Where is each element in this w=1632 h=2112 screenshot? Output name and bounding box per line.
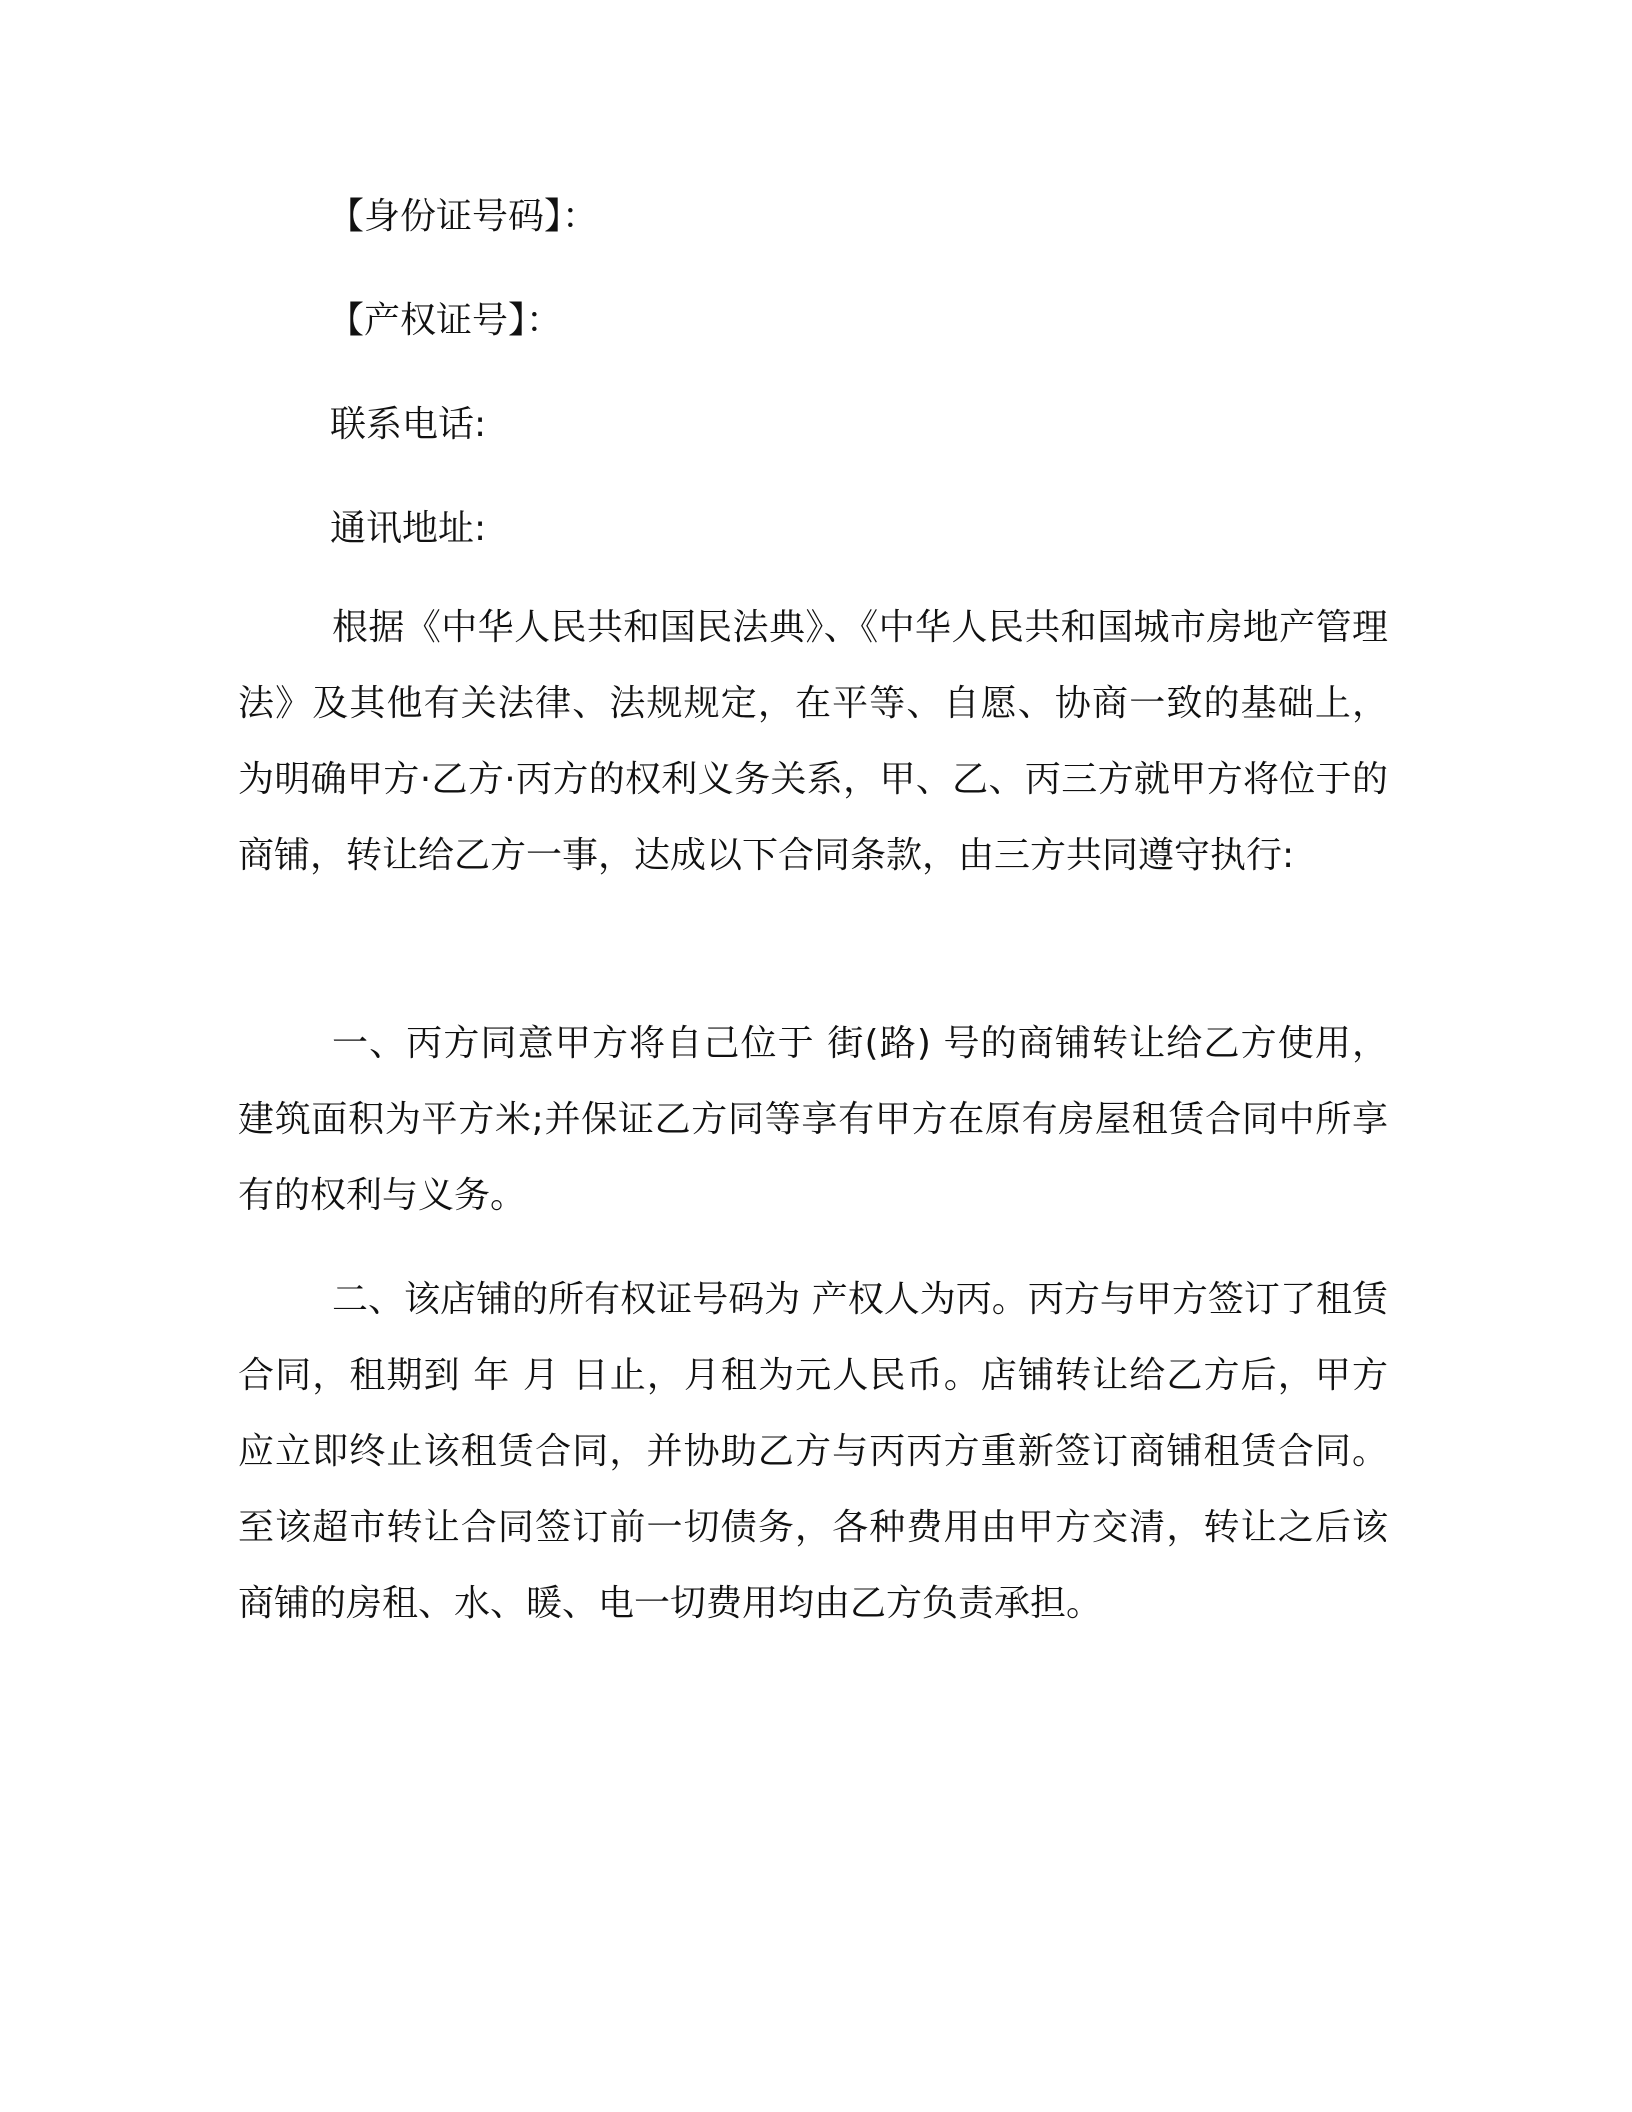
address-label: 通讯地址: [330,508,487,549]
property-cert-label: 【产权证号】： [328,300,563,341]
preamble-paragraph: 根据《中华人民共和国民法典》、《中华人民共和国城市房地产管理法》及其他有关法律、法规规定，在平等、自愿、协商一致的基础上，为明确甲方·乙方·丙方的权利义务关系，甲、乙、丙三方就甲方将位于的商铺，转让给乙方一事，达成以下合同条款，由三方共同遵守执行: [238,607,1388,876]
clause-1-paragraph: 一、丙方同意甲方将自己位于 街(路) 号的商铺转让给乙方使用，建筑面积为平方米;并保证乙方同等享有甲方在原有房屋租赁合同中所享有的权利与义务。 [238,1023,1388,1216]
phone-label: 联系电话: [330,404,487,445]
clause-2-paragraph: 二、该店铺的所有权证号码为 产权人为丙。丙方与甲方签订了租赁合同，租期到 年 月 日止，月租为元人民币。店铺转让给乙方后，甲方应立即终止该租赁合同，并协助乙方与丙丙方重新签订商铺租赁合同。至该超市转让合同签订前一切债务，各种费用由甲方交清，转让之后该商铺的房租、水、暖、电一切费用均由乙方负责承担。 [238,1279,1388,1624]
id-number-label: 【身份证号码】： [328,196,599,237]
